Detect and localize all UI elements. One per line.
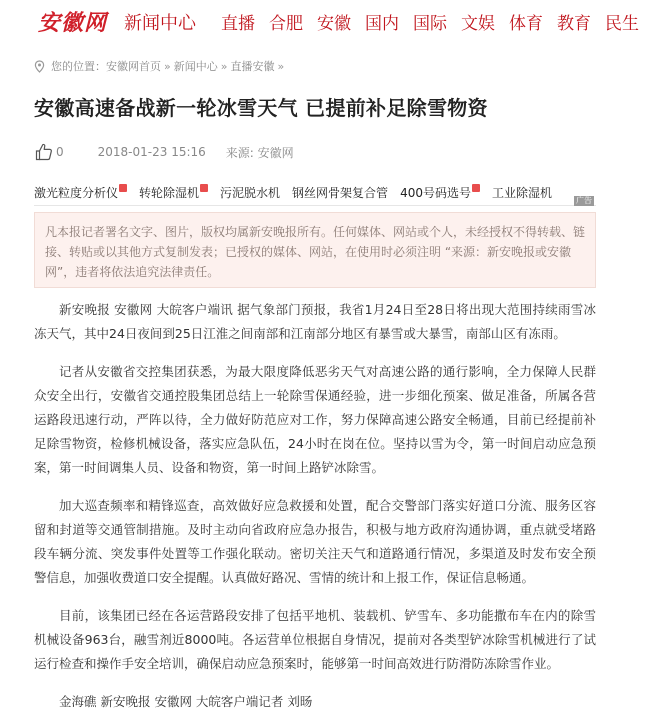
- ad-link[interactable]: 工业除湿机: [491, 186, 552, 200]
- breadcrumb: [34, 58, 287, 74]
- breadcrumb-separator: »: [277, 59, 285, 73]
- ad-link[interactable]: 转轮除湿机: [139, 184, 208, 201]
- nav-item-domestic[interactable]: 国内: [365, 14, 399, 34]
- location-pin-icon: [34, 60, 45, 73]
- nav-item-anhui[interactable]: 安徽: [317, 14, 351, 34]
- nav-item-entertainment[interactable]: 文娱: [461, 14, 495, 34]
- breadcrumb-separator: »: [164, 59, 171, 73]
- breadcrumb-home[interactable]: 安徽网首页: [106, 60, 161, 73]
- top-navigation-bar: [0, 0, 639, 40]
- breadcrumb-prefix: 您的位置：: [51, 60, 106, 73]
- article-meta: [34, 141, 294, 163]
- breadcrumb-live-anhui[interactable]: 直播安徽: [230, 60, 275, 73]
- article-title: 安徽高速备战新一轮冰雪天气 已提前补足除雪物资: [34, 96, 488, 120]
- ad-link[interactable]: 钢丝网骨架复合管: [292, 186, 389, 200]
- nav-item-sports[interactable]: 体育: [509, 14, 543, 34]
- thumbs-up-icon: [34, 142, 54, 162]
- nav-item-international[interactable]: 国际: [413, 14, 447, 34]
- nav-item-livelihood[interactable]: 民生: [605, 14, 639, 34]
- section-title[interactable]: 新闻中心: [124, 13, 196, 34]
- article-paragraph: 新安晚报 安徽网 大皖客户端讯 据气象部门预报，我省1月24日至28日将出现大范围持续雨雪冰冻天气，其中24日夜间到25日江淮之间南部和江南部分地区有暴雪或大暴雪，南部山区有冻雨。: [34, 302, 596, 341]
- article-source: 来源: 安徽网: [225, 145, 294, 160]
- channel-nav: [221, 9, 653, 34]
- nav-item-education[interactable]: 教育: [557, 14, 591, 34]
- ad-link[interactable]: 污泥脱水机: [220, 186, 281, 200]
- article-paragraph: 记者从安徽省交控集团获悉，为最大限度降低恶劣天气对高速公路的通行影响，全力保障人民群众安全出行，安徽省交通控股集团总结上一轮除雪保通经验，进一步细化预案、做足准备，所属各营运路段迅速行动，严阵以待，全力做好防范应对工作，努力保障高速公路安全畅通，目前已经提前补足除雪物资，检修机械设备，落实应急队伍，24小时在岗在位。坚持以雪为令，第一时间启动应急预案，第一时间调集人员、设备和物资，第一时间上路铲冰除雪。: [34, 364, 596, 475]
- nav-item-live[interactable]: 直播: [221, 14, 255, 34]
- breadcrumb-news-center[interactable]: 新闻中心: [173, 60, 218, 73]
- article-author: 金海礁 新安晚报 安徽网 大皖客户端记者 刘旸: [59, 694, 313, 709]
- ad-link[interactable]: 400号码选号: [400, 184, 480, 201]
- article-paragraph: 加大巡查频率和精锋巡查，高效做好应急救援和处置，配合交警部门落实好道口分流、服务区容留和封道等交通管制措施。及时主动向省政府应急办报告，积极与地方政府沟通协调，重点就受堵路段车辆分流、突发事件处置等工作强化联动。密切关注天气和道路通行情况，多渠道及时发布安全预警信息，加强收费道口安全提醒。认真做好路况、雪情的统计和上报工作，保证信息畅通。: [34, 498, 596, 585]
- article-paragraph: 目前，该集团已经在各运营路段安排了包括平地机、装载机、铲雪车、多功能撒布车在内的除雪机械设备963台，融雪剂近8000吨。各运营单位根据自身情况，提前对各类型铲冰除雪机械进行了试运行检查和操作手安全培训，确保启动应急预案时，能够第一时间高效进行防滑防冻除雪作业。: [34, 608, 596, 671]
- like-count: 0: [56, 145, 64, 159]
- nav-item-hefei[interactable]: 合肥: [269, 14, 303, 34]
- ad-link[interactable]: 激光粒度分析仪: [34, 184, 127, 201]
- site-logo[interactable]: 安徽网: [38, 10, 108, 36]
- ad-links-bar: [34, 184, 596, 206]
- ad-badge: 广告: [576, 196, 592, 205]
- like-button[interactable]: [34, 142, 64, 162]
- article-body: [34, 298, 596, 714]
- breadcrumb-separator: »: [220, 59, 228, 73]
- copyright-notice: 凡本报记者署名文字、图片，版权均属新安晚报所有。任何媒体、网站或个人，未经授权不得转载、链接、转贴或以其他方式复制发表；已授权的媒体、网站，在使用时必须注明 “来源：新安晚报或安徽网”，违者将依法追究法律责任。: [34, 212, 596, 288]
- publish-datetime: 2018-01-23 15:16: [97, 145, 206, 159]
